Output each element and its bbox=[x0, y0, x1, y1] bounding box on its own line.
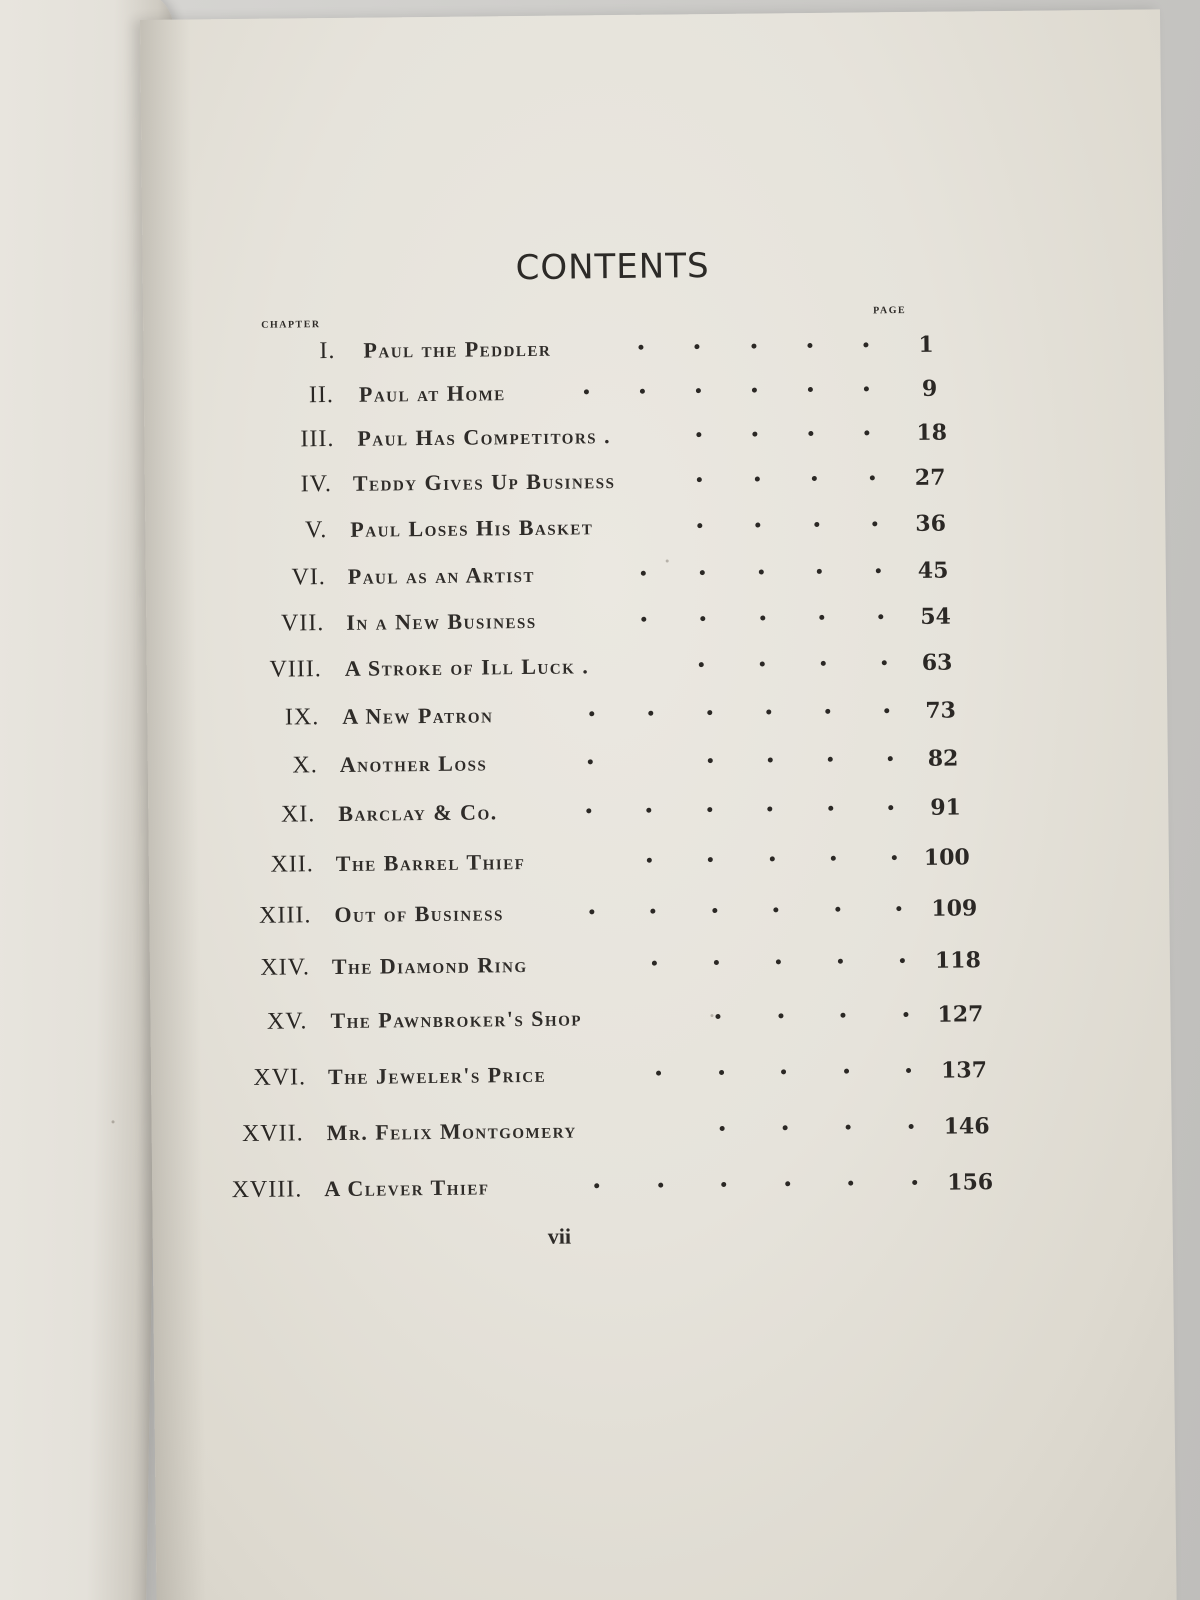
dot-leader bbox=[720, 1124, 914, 1136]
toc-entry bbox=[152, 1169, 1052, 1214]
chapter-number-box bbox=[217, 517, 327, 554]
chapter-number: IV. bbox=[300, 471, 333, 498]
chapter-title: The Pawnbroker's Shop bbox=[330, 1005, 583, 1034]
chapter-number: V. bbox=[304, 517, 328, 544]
leader-dot bbox=[821, 661, 826, 666]
chapter-page-number: 118 bbox=[934, 947, 981, 974]
chapter-number: XI. bbox=[280, 801, 316, 828]
chapter-page-number: 137 bbox=[940, 1057, 988, 1084]
leader-dot bbox=[831, 856, 836, 861]
leader-dot bbox=[912, 1180, 917, 1185]
chapter-title: Teddy Gives Up Business bbox=[352, 468, 616, 496]
leader-dot bbox=[773, 907, 778, 912]
leader-dot bbox=[647, 858, 652, 863]
leader-dot bbox=[778, 1013, 783, 1018]
dot-leader bbox=[699, 660, 887, 672]
chapter-number-box bbox=[225, 338, 335, 375]
dot-leader bbox=[641, 614, 883, 627]
leader-dot bbox=[864, 386, 869, 391]
leader-dot bbox=[656, 1071, 661, 1076]
toc-entry bbox=[143, 331, 1043, 376]
leader-dot bbox=[814, 522, 819, 527]
leader-dot bbox=[752, 432, 757, 437]
leader-dot bbox=[863, 342, 868, 347]
chapter-title: Another Loss bbox=[339, 750, 488, 777]
dot-leader bbox=[589, 906, 901, 919]
book-page bbox=[140, 9, 1177, 1600]
chapter-title: Paul at Home bbox=[358, 380, 506, 407]
leader-dot bbox=[870, 475, 875, 480]
chapter-number-box bbox=[209, 704, 319, 741]
page-title: CONTENTS bbox=[515, 246, 710, 289]
leader-dot bbox=[878, 614, 883, 619]
leader-dot bbox=[892, 855, 897, 860]
leader-dot bbox=[849, 1181, 854, 1186]
leader-dot bbox=[769, 856, 774, 861]
chapter-page-number: 146 bbox=[943, 1113, 990, 1140]
leader-dot bbox=[756, 523, 761, 528]
leader-dot bbox=[588, 759, 593, 764]
leader-dot bbox=[807, 343, 812, 348]
leader-dot bbox=[719, 1070, 724, 1075]
chapter-number: II. bbox=[308, 381, 335, 409]
chapter-number-box bbox=[216, 564, 326, 601]
chapter-title: Paul Loses His Basket bbox=[350, 514, 594, 542]
chapter-title: A New Patron bbox=[342, 702, 494, 729]
chapter-number-box bbox=[224, 382, 334, 419]
chapter-page-number: 45 bbox=[917, 557, 949, 584]
chapter-number: XIII. bbox=[258, 902, 312, 929]
chapter-number-box bbox=[205, 801, 315, 838]
paper-speck bbox=[112, 1120, 115, 1123]
chapter-title: Mr. Felix Montgomery bbox=[326, 1117, 577, 1146]
chapter-number: III. bbox=[300, 425, 335, 453]
dot-leader bbox=[641, 568, 881, 581]
leader-dot bbox=[752, 388, 757, 393]
toc-entry bbox=[148, 745, 1048, 790]
chapter-title: Paul the Peddler bbox=[363, 335, 552, 363]
leader-dot bbox=[776, 959, 781, 964]
chapter-column-heading: chapter bbox=[261, 316, 321, 332]
leader-dot bbox=[781, 1069, 786, 1074]
chapter-number: X. bbox=[292, 752, 318, 779]
chapter-title: The Diamond Ring bbox=[331, 951, 528, 980]
leader-dot bbox=[882, 660, 887, 665]
chapter-page-number: 127 bbox=[937, 1001, 984, 1028]
leader-dot bbox=[808, 387, 813, 392]
leader-dot bbox=[758, 570, 763, 575]
leader-dot bbox=[720, 1126, 725, 1131]
chapter-page-number: 73 bbox=[925, 697, 957, 724]
toc-entry bbox=[149, 895, 1049, 940]
leader-dot bbox=[876, 568, 881, 573]
leader-dot bbox=[700, 570, 705, 575]
dot-leader bbox=[589, 708, 889, 721]
toc-entry bbox=[152, 1113, 1052, 1158]
leader-dot bbox=[707, 710, 712, 715]
chapter-number: I. bbox=[319, 337, 336, 365]
leader-dot bbox=[712, 908, 717, 913]
leader-dot bbox=[767, 806, 772, 811]
dot-leader bbox=[652, 958, 905, 971]
chapter-number-box bbox=[197, 1008, 307, 1045]
leader-dot bbox=[697, 477, 702, 482]
paper-speck bbox=[666, 559, 669, 562]
leader-dot bbox=[872, 521, 877, 526]
chapter-number-box bbox=[204, 851, 314, 888]
leader-dot bbox=[708, 857, 713, 862]
toc-entry bbox=[146, 557, 1046, 602]
leader-dot bbox=[651, 909, 656, 914]
leader-dot bbox=[714, 960, 719, 965]
leader-dot bbox=[715, 1014, 720, 1019]
chapter-title: The Jeweler's Price bbox=[327, 1061, 547, 1090]
chapter-number: IX. bbox=[284, 704, 320, 731]
chapter-page-number: 156 bbox=[947, 1169, 994, 1196]
toc-entry bbox=[144, 419, 1044, 464]
leader-dot bbox=[696, 432, 701, 437]
chapter-number: VIII. bbox=[269, 656, 322, 683]
leader-dot bbox=[909, 1124, 914, 1129]
toc-entry bbox=[150, 1001, 1050, 1046]
leader-dot bbox=[589, 909, 594, 914]
leader-dot bbox=[785, 1181, 790, 1186]
toc-entry bbox=[147, 697, 1047, 742]
toc-entry bbox=[150, 947, 1050, 992]
dot-leader bbox=[588, 756, 893, 769]
leader-dot bbox=[751, 344, 756, 349]
toc-entry bbox=[148, 794, 1048, 839]
leader-dot bbox=[586, 808, 591, 813]
leader-dot bbox=[888, 756, 893, 761]
leader-dot bbox=[828, 806, 833, 811]
leader-dot bbox=[864, 430, 869, 435]
leader-dot bbox=[900, 958, 905, 963]
leader-dot bbox=[819, 615, 824, 620]
chapter-title: The Barrel Thief bbox=[335, 849, 526, 876]
leader-dot bbox=[721, 1182, 726, 1187]
dot-leader bbox=[647, 855, 897, 868]
chapter-page-number: 109 bbox=[931, 895, 978, 922]
dot-leader bbox=[656, 1068, 911, 1081]
chapter-page-number: 91 bbox=[930, 794, 962, 821]
leader-dot bbox=[701, 616, 706, 621]
chapter-number-box bbox=[194, 1120, 304, 1157]
toc-entry bbox=[145, 464, 1045, 509]
chapter-title: A Stroke of Ill Luck . bbox=[344, 653, 590, 681]
leader-dot bbox=[844, 1069, 849, 1074]
dot-leader bbox=[638, 342, 868, 354]
leader-dot bbox=[594, 1183, 599, 1188]
leader-dot bbox=[658, 1183, 663, 1188]
table-of-contents bbox=[140, 9, 1174, 1320]
dot-leader bbox=[715, 1012, 908, 1024]
chapter-title: Out of Business bbox=[334, 900, 504, 928]
toc-entry bbox=[147, 649, 1047, 694]
dot-leader bbox=[594, 1180, 917, 1193]
chapter-title: Paul Has Competitors . bbox=[357, 423, 612, 451]
toc-entry bbox=[151, 1057, 1051, 1102]
leader-dot bbox=[648, 711, 653, 716]
chapter-number-box bbox=[196, 1064, 306, 1101]
leader-dot bbox=[835, 907, 840, 912]
chapter-number-box bbox=[222, 471, 332, 508]
chapter-number: XVI. bbox=[253, 1064, 307, 1091]
toc-entry bbox=[145, 510, 1045, 555]
leader-dot bbox=[808, 431, 813, 436]
chapter-page-number: 9 bbox=[921, 375, 938, 402]
leader-dot bbox=[841, 1013, 846, 1018]
leader-dot bbox=[906, 1068, 911, 1073]
leader-dot bbox=[760, 661, 765, 666]
chapter-number-box bbox=[192, 1176, 302, 1213]
chapter-number-box bbox=[208, 752, 318, 789]
leader-dot bbox=[699, 662, 704, 667]
chapter-number: XVII. bbox=[241, 1120, 304, 1147]
leader-dot bbox=[640, 389, 645, 394]
leader-dot bbox=[768, 757, 773, 762]
leader-dot bbox=[812, 476, 817, 481]
chapter-number-box bbox=[224, 426, 334, 463]
chapter-number-box bbox=[212, 656, 322, 693]
leader-dot bbox=[838, 959, 843, 964]
leader-dot bbox=[846, 1125, 851, 1130]
leader-dot bbox=[828, 757, 833, 762]
leader-dot bbox=[825, 709, 830, 714]
chapter-number: VI. bbox=[291, 564, 326, 591]
page-folio: vii bbox=[547, 1223, 572, 1249]
leader-dot bbox=[884, 708, 889, 713]
chapter-page-number: 27 bbox=[914, 464, 946, 491]
leader-dot bbox=[817, 569, 822, 574]
chapter-page-number: 1 bbox=[918, 331, 934, 358]
chapter-number: XV. bbox=[266, 1008, 308, 1035]
paper-speck bbox=[710, 1014, 713, 1017]
leader-dot bbox=[641, 571, 646, 576]
chapter-number: XII. bbox=[270, 851, 314, 878]
chapter-number: XVIII. bbox=[231, 1176, 303, 1204]
toc-entry bbox=[149, 844, 1049, 889]
chapter-number-box bbox=[201, 902, 311, 939]
leader-dot bbox=[647, 808, 652, 813]
chapter-page-number: 18 bbox=[916, 419, 948, 446]
dot-leader bbox=[584, 386, 869, 399]
dot-leader bbox=[697, 475, 875, 487]
leader-dot bbox=[766, 709, 771, 714]
leader-dot bbox=[888, 805, 893, 810]
leader-dot bbox=[652, 961, 657, 966]
leader-dot bbox=[638, 345, 643, 350]
chapter-title: A Clever Thief bbox=[324, 1174, 490, 1202]
chapter-title: Paul as an Artist bbox=[347, 561, 536, 589]
chapter-title: Barclay & Co. bbox=[338, 799, 498, 826]
chapter-page-number: 82 bbox=[927, 745, 959, 772]
leader-dot bbox=[695, 344, 700, 349]
chapter-title: In a New Business bbox=[346, 607, 537, 635]
leader-dot bbox=[896, 906, 901, 911]
toc-entry bbox=[146, 603, 1046, 648]
toc-entry bbox=[144, 375, 1044, 420]
chapter-page-number: 63 bbox=[921, 649, 953, 676]
chapter-number-box bbox=[200, 954, 310, 991]
chapter-page-number: 100 bbox=[923, 844, 970, 871]
dot-leader bbox=[697, 521, 877, 533]
leader-dot bbox=[783, 1125, 788, 1130]
chapter-page-number: 36 bbox=[915, 510, 947, 537]
leader-dot bbox=[696, 388, 701, 393]
leader-dot bbox=[760, 615, 765, 620]
leader-dot bbox=[589, 711, 594, 716]
leader-dot bbox=[708, 758, 713, 763]
page-column-heading: page bbox=[872, 301, 907, 318]
leader-dot bbox=[641, 617, 646, 622]
chapter-number: XIV. bbox=[260, 954, 311, 981]
dot-leader bbox=[696, 430, 869, 442]
leader-dot bbox=[707, 807, 712, 812]
leader-dot bbox=[903, 1012, 908, 1017]
chapter-number-box bbox=[214, 610, 324, 647]
leader-dot bbox=[754, 477, 759, 482]
chapter-number: VII. bbox=[280, 610, 325, 637]
leader-dot bbox=[697, 523, 702, 528]
dot-leader bbox=[586, 805, 893, 818]
chapter-page-number: 54 bbox=[920, 603, 952, 630]
leader-dot bbox=[584, 389, 589, 394]
